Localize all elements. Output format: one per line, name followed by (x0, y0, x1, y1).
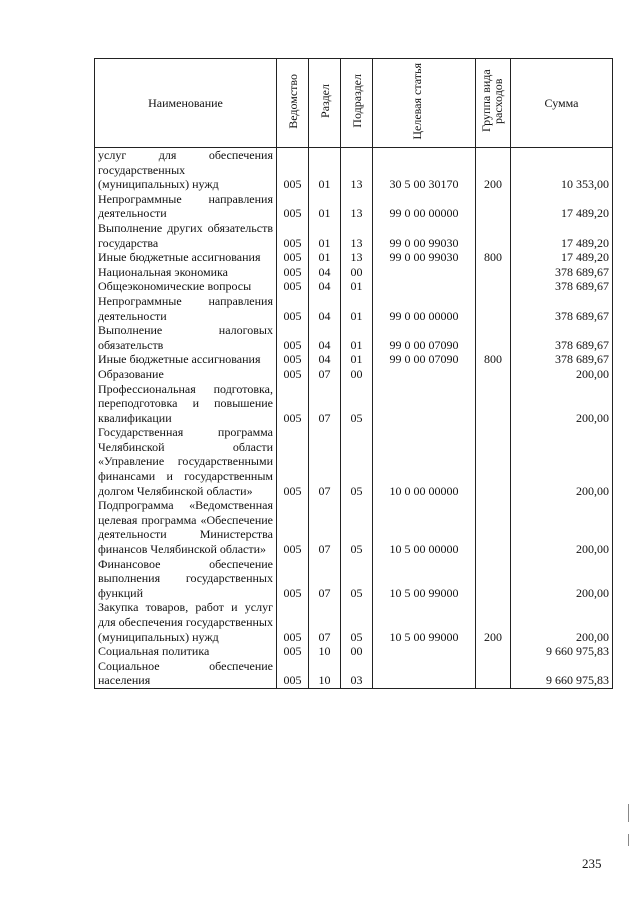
cell-name: Финансовое обеспечение выполнения государственных функций (95, 557, 277, 601)
cell-name: Подпрограмма «Ведомственная целевая программа «Обеспечение деятельности Министерства финансов Челябинской области» (95, 498, 277, 556)
cell-name: Социальное обеспечение населения (95, 659, 277, 689)
table-row (95, 367, 613, 382)
cell-target: 99 0 00 99030 (373, 221, 476, 250)
cell-sum: 17 489,20 (511, 221, 613, 250)
cell-name: Иные бюджетные ассигнования (95, 352, 277, 367)
cell-razdel: 01 (309, 148, 341, 192)
cell-podrazdel: 00 (341, 644, 373, 659)
cell-vedomstvo: 005 (277, 367, 309, 382)
cell-razdel: 01 (309, 192, 341, 221)
cell-group (476, 279, 511, 294)
cell-name: услуг для обеспечения государственных (муниципальных) нужд (95, 148, 277, 192)
cell-sum: 17 489,20 (511, 250, 613, 265)
cell-podrazdel: 00 (341, 367, 373, 382)
cell-sum: 17 489,20 (511, 192, 613, 221)
cell-target (373, 382, 476, 426)
cell-razdel: 01 (309, 250, 341, 265)
table-body (95, 148, 613, 689)
cell-group: 200 (476, 600, 511, 644)
header-vedomstvo: Ведомство (277, 59, 309, 148)
table-row (95, 600, 613, 644)
table-row (95, 279, 613, 294)
cell-razdel: 04 (309, 279, 341, 294)
cell-podrazdel: 13 (341, 148, 373, 192)
table-row (95, 294, 613, 323)
cell-podrazdel: 01 (341, 279, 373, 294)
edge-mark (628, 804, 629, 822)
cell-sum: 10 353,00 (511, 148, 613, 192)
cell-group (476, 498, 511, 556)
table-row (95, 148, 613, 192)
cell-vedomstvo: 005 (277, 557, 309, 601)
cell-vedomstvo: 005 (277, 221, 309, 250)
page-number: 235 (582, 856, 602, 871)
cell-target: 99 0 00 00000 (373, 294, 476, 323)
cell-podrazdel: 13 (341, 221, 373, 250)
cell-podrazdel: 05 (341, 498, 373, 556)
table-row (95, 659, 613, 689)
cell-sum: 200,00 (511, 425, 613, 498)
cell-vedomstvo: 005 (277, 279, 309, 294)
cell-group (476, 382, 511, 426)
header-group: Группа вида расходов (476, 59, 511, 148)
cell-podrazdel: 03 (341, 659, 373, 689)
cell-target (373, 279, 476, 294)
cell-target: 10 5 00 99000 (373, 600, 476, 644)
table-row (95, 644, 613, 659)
cell-razdel: 07 (309, 498, 341, 556)
cell-vedomstvo: 005 (277, 425, 309, 498)
cell-group (476, 221, 511, 250)
cell-target: 10 5 00 99000 (373, 557, 476, 601)
cell-vedomstvo: 005 (277, 294, 309, 323)
cell-vedomstvo: 005 (277, 265, 309, 280)
cell-podrazdel: 13 (341, 250, 373, 265)
cell-vedomstvo: 005 (277, 250, 309, 265)
cell-sum: 200,00 (511, 557, 613, 601)
cell-vedomstvo: 005 (277, 498, 309, 556)
cell-vedomstvo: 005 (277, 659, 309, 689)
cell-target: 99 0 00 00000 (373, 192, 476, 221)
cell-podrazdel: 05 (341, 600, 373, 644)
cell-sum: 378 689,67 (511, 265, 613, 280)
cell-group (476, 294, 511, 323)
cell-razdel: 07 (309, 425, 341, 498)
cell-sum: 200,00 (511, 600, 613, 644)
cell-group (476, 557, 511, 601)
cell-target (373, 644, 476, 659)
table-row (95, 352, 613, 367)
cell-target (373, 659, 476, 689)
cell-group (476, 659, 511, 689)
cell-name: Непрограммные направления деятельности (95, 192, 277, 221)
table-row (95, 425, 613, 498)
cell-group: 800 (476, 250, 511, 265)
cell-podrazdel: 01 (341, 352, 373, 367)
cell-group (476, 323, 511, 352)
cell-sum: 200,00 (511, 367, 613, 382)
cell-razdel: 04 (309, 323, 341, 352)
table-row (95, 192, 613, 221)
budget-table (94, 58, 613, 689)
cell-vedomstvo: 005 (277, 148, 309, 192)
table-row (95, 557, 613, 601)
table-row (95, 382, 613, 426)
cell-vedomstvo: 005 (277, 382, 309, 426)
header-name: Наименование (95, 59, 277, 148)
cell-vedomstvo: 005 (277, 600, 309, 644)
cell-vedomstvo: 005 (277, 192, 309, 221)
cell-target: 30 5 00 30170 (373, 148, 476, 192)
cell-razdel: 10 (309, 644, 341, 659)
cell-sum: 200,00 (511, 498, 613, 556)
cell-razdel: 07 (309, 557, 341, 601)
cell-razdel: 01 (309, 221, 341, 250)
cell-sum: 9 660 975,83 (511, 659, 613, 689)
cell-vedomstvo: 005 (277, 323, 309, 352)
cell-podrazdel: 01 (341, 294, 373, 323)
cell-group (476, 367, 511, 382)
cell-name: Выполнение налоговых обязательств (95, 323, 277, 352)
cell-target: 99 0 00 07090 (373, 352, 476, 367)
cell-name: Общеэкономические вопросы (95, 279, 277, 294)
cell-sum: 378 689,67 (511, 294, 613, 323)
table-row (95, 221, 613, 250)
cell-group (476, 425, 511, 498)
cell-name: Профессиональная подготовка, переподготовка и повышение квалификации (95, 382, 277, 426)
cell-sum: 378 689,67 (511, 352, 613, 367)
header-razdel: Раздел (309, 59, 341, 148)
cell-podrazdel: 00 (341, 265, 373, 280)
cell-group: 200 (476, 148, 511, 192)
cell-sum: 378 689,67 (511, 279, 613, 294)
cell-target: 99 0 00 99030 (373, 250, 476, 265)
cell-sum: 9 660 975,83 (511, 644, 613, 659)
edge-mark (628, 834, 629, 846)
cell-podrazdel: 05 (341, 557, 373, 601)
cell-razdel: 07 (309, 600, 341, 644)
cell-group: 800 (476, 352, 511, 367)
cell-name: Государственная программа Челябинской области «Управление государственными финансами и государственным долгом Челябинской области» (95, 425, 277, 498)
cell-group (476, 265, 511, 280)
cell-razdel: 07 (309, 382, 341, 426)
header-podrazdel: Подраздел (341, 59, 373, 148)
cell-razdel: 04 (309, 265, 341, 280)
cell-target (373, 367, 476, 382)
cell-razdel: 10 (309, 659, 341, 689)
cell-name: Национальная экономика (95, 265, 277, 280)
cell-target: 99 0 00 07090 (373, 323, 476, 352)
cell-group (476, 192, 511, 221)
cell-sum: 200,00 (511, 382, 613, 426)
cell-name: Закупка товаров, работ и услуг для обеспечения государственных (муниципальных) нужд (95, 600, 277, 644)
cell-group (476, 644, 511, 659)
cell-podrazdel: 05 (341, 382, 373, 426)
cell-name: Иные бюджетные ассигнования (95, 250, 277, 265)
cell-target: 10 5 00 00000 (373, 498, 476, 556)
cell-name: Социальная политика (95, 644, 277, 659)
cell-podrazdel: 05 (341, 425, 373, 498)
cell-target: 10 0 00 00000 (373, 425, 476, 498)
cell-target (373, 265, 476, 280)
cell-vedomstvo: 005 (277, 352, 309, 367)
cell-sum: 378 689,67 (511, 323, 613, 352)
table-row (95, 250, 613, 265)
table-row (95, 498, 613, 556)
table-row (95, 265, 613, 280)
header-target: Целевая статья (373, 59, 476, 148)
cell-podrazdel: 01 (341, 323, 373, 352)
cell-name: Выполнение других обязательств государства (95, 221, 277, 250)
table-header-row (95, 59, 613, 148)
cell-vedomstvo: 005 (277, 644, 309, 659)
table-row (95, 323, 613, 352)
cell-razdel: 04 (309, 294, 341, 323)
cell-razdel: 07 (309, 367, 341, 382)
cell-razdel: 04 (309, 352, 341, 367)
cell-podrazdel: 13 (341, 192, 373, 221)
cell-name: Непрограммные направления деятельности (95, 294, 277, 323)
cell-name: Образование (95, 367, 277, 382)
header-sum: Сумма (511, 59, 613, 148)
